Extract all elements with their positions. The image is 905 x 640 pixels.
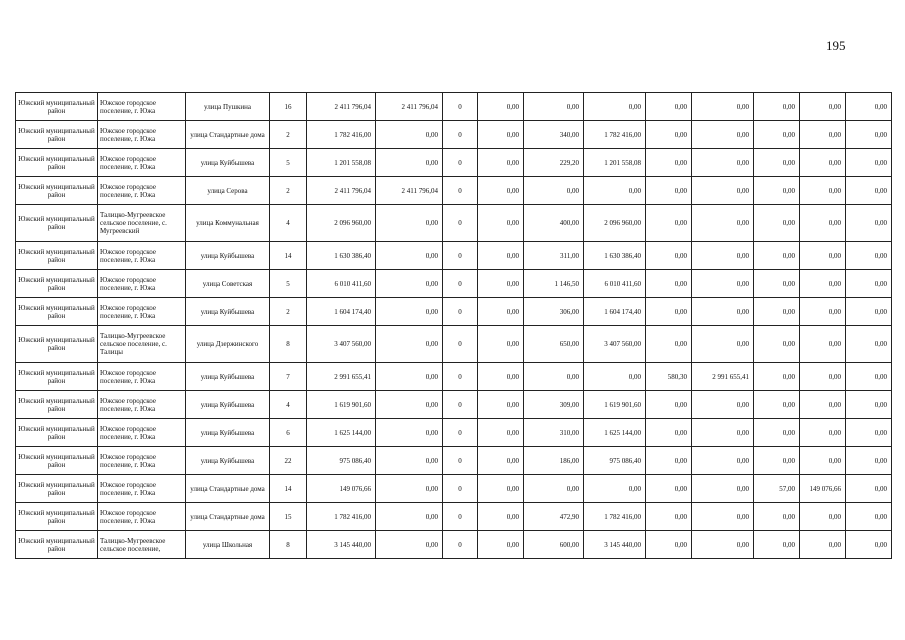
cell-c6: 0,00 <box>646 531 692 559</box>
cell-street: улица Стандартные дома <box>186 475 270 503</box>
cell-c6: 0,00 <box>646 447 692 475</box>
cell-settlement: Южское городское поселение, г. Южа <box>98 149 186 177</box>
cell-district: Южский муниципальный район <box>16 121 98 149</box>
cell-c1: 0,00 <box>376 270 443 298</box>
cell-c4: 311,00 <box>524 242 584 270</box>
cell-c9: 0,00 <box>800 326 846 363</box>
cell-house: 7 <box>270 363 307 391</box>
cell-c9: 0,00 <box>800 93 846 121</box>
cell-c7: 0,00 <box>692 242 754 270</box>
cell-street: улица Советская <box>186 270 270 298</box>
cell-c3: 0,00 <box>478 205 524 242</box>
cell-total: 149 076,66 <box>307 475 376 503</box>
cell-c8: 0,00 <box>754 242 800 270</box>
cell-c3: 0,00 <box>478 363 524 391</box>
cell-street: улица Куйбышева <box>186 363 270 391</box>
cell-settlement: Талицко-Мугреевское сельское поселение, <box>98 531 186 559</box>
cell-c7: 0,00 <box>692 93 754 121</box>
cell-c2: 0 <box>443 475 478 503</box>
cell-c9: 0,00 <box>800 149 846 177</box>
cell-c3: 0,00 <box>478 531 524 559</box>
cell-c9: 0,00 <box>800 121 846 149</box>
cell-c4: 310,00 <box>524 419 584 447</box>
cell-house: 14 <box>270 475 307 503</box>
cell-c2: 0 <box>443 242 478 270</box>
cell-district: Южский муниципальный район <box>16 531 98 559</box>
cell-c1: 0,00 <box>376 475 443 503</box>
cell-c6: 0,00 <box>646 177 692 205</box>
cell-c2: 0 <box>443 270 478 298</box>
cell-house: 5 <box>270 270 307 298</box>
cell-c7: 0,00 <box>692 270 754 298</box>
cell-c1: 0,00 <box>376 298 443 326</box>
table-body <box>16 93 892 559</box>
cell-c8: 0,00 <box>754 391 800 419</box>
cell-total: 6 010 411,60 <box>307 270 376 298</box>
cell-c1: 2 411 796,04 <box>376 93 443 121</box>
cell-total: 2 411 796,04 <box>307 177 376 205</box>
cell-district: Южский муниципальный район <box>16 205 98 242</box>
cell-c2: 0 <box>443 419 478 447</box>
cell-street: улица Куйбышева <box>186 149 270 177</box>
cell-house: 4 <box>270 391 307 419</box>
cell-c1: 0,00 <box>376 391 443 419</box>
cell-c10: 0,00 <box>846 149 892 177</box>
cell-c10: 0,00 <box>846 205 892 242</box>
cell-c1: 0,00 <box>376 531 443 559</box>
cell-c3: 0,00 <box>478 391 524 419</box>
table-row <box>16 149 892 177</box>
cell-c8: 57,00 <box>754 475 800 503</box>
cell-c5: 0,00 <box>584 475 646 503</box>
table-row <box>16 298 892 326</box>
cell-house: 2 <box>270 121 307 149</box>
cell-c6: 0,00 <box>646 326 692 363</box>
cell-c1: 0,00 <box>376 419 443 447</box>
cell-c1: 0,00 <box>376 121 443 149</box>
cell-total: 1 619 901,60 <box>307 391 376 419</box>
cell-c1: 0,00 <box>376 205 443 242</box>
cell-c8: 0,00 <box>754 177 800 205</box>
cell-street: улица Серова <box>186 177 270 205</box>
table-row <box>16 121 892 149</box>
cell-c8: 0,00 <box>754 326 800 363</box>
cell-house: 2 <box>270 298 307 326</box>
table-row <box>16 503 892 531</box>
table-row <box>16 205 892 242</box>
cell-c6: 0,00 <box>646 503 692 531</box>
cell-c7: 0,00 <box>692 177 754 205</box>
cell-c8: 0,00 <box>754 447 800 475</box>
cell-c4: 0,00 <box>524 177 584 205</box>
cell-c8: 0,00 <box>754 205 800 242</box>
cell-district: Южский муниципальный район <box>16 93 98 121</box>
cell-c5: 1 604 174,40 <box>584 298 646 326</box>
cell-c4: 400,00 <box>524 205 584 242</box>
cell-settlement: Южское городское поселение, г. Южа <box>98 391 186 419</box>
table-row <box>16 270 892 298</box>
cell-c4: 0,00 <box>524 93 584 121</box>
cell-settlement: Южское городское поселение, г. Южа <box>98 363 186 391</box>
cell-house: 15 <box>270 503 307 531</box>
cell-street: улица Куйбышева <box>186 447 270 475</box>
cell-c2: 0 <box>443 363 478 391</box>
cell-c5: 1 625 144,00 <box>584 419 646 447</box>
cell-c10: 0,00 <box>846 93 892 121</box>
cell-c4: 600,00 <box>524 531 584 559</box>
cell-total: 2 096 960,00 <box>307 205 376 242</box>
cell-c6: 0,00 <box>646 205 692 242</box>
cell-c10: 0,00 <box>846 242 892 270</box>
cell-c7: 0,00 <box>692 326 754 363</box>
cell-c3: 0,00 <box>478 270 524 298</box>
cell-house: 16 <box>270 93 307 121</box>
cell-c5: 3 407 560,00 <box>584 326 646 363</box>
cell-c5: 1 619 901,60 <box>584 391 646 419</box>
cell-c1: 0,00 <box>376 326 443 363</box>
cell-total: 1 630 386,40 <box>307 242 376 270</box>
table-row <box>16 475 892 503</box>
cell-c7: 0,00 <box>692 531 754 559</box>
cell-c7: 0,00 <box>692 391 754 419</box>
table-row <box>16 419 892 447</box>
cell-c2: 0 <box>443 298 478 326</box>
cell-c5: 6 010 411,60 <box>584 270 646 298</box>
cell-total: 2 991 655,41 <box>307 363 376 391</box>
cell-c7: 0,00 <box>692 149 754 177</box>
cell-district: Южский муниципальный район <box>16 475 98 503</box>
cell-street: улица Куйбышева <box>186 298 270 326</box>
cell-c3: 0,00 <box>478 177 524 205</box>
table-row <box>16 93 892 121</box>
cell-c10: 0,00 <box>846 121 892 149</box>
cell-c2: 0 <box>443 177 478 205</box>
cell-c4: 229,20 <box>524 149 584 177</box>
table-row <box>16 391 892 419</box>
cell-c10: 0,00 <box>846 419 892 447</box>
cell-c4: 309,00 <box>524 391 584 419</box>
cell-c7: 0,00 <box>692 475 754 503</box>
cell-district: Южский муниципальный район <box>16 419 98 447</box>
cell-c10: 0,00 <box>846 177 892 205</box>
cell-c4: 0,00 <box>524 363 584 391</box>
cell-district: Южский муниципальный район <box>16 298 98 326</box>
cell-c9: 0,00 <box>800 363 846 391</box>
cell-district: Южский муниципальный район <box>16 270 98 298</box>
cell-c2: 0 <box>443 121 478 149</box>
cell-street: улица Школьная <box>186 531 270 559</box>
table-row <box>16 363 892 391</box>
cell-settlement: Южское городское поселение, г. Южа <box>98 298 186 326</box>
cell-c2: 0 <box>443 503 478 531</box>
cell-district: Южский муниципальный район <box>16 363 98 391</box>
cell-c10: 0,00 <box>846 447 892 475</box>
cell-settlement: Южское городское поселение, г. Южа <box>98 177 186 205</box>
cell-house: 22 <box>270 447 307 475</box>
cell-c3: 0,00 <box>478 447 524 475</box>
cell-c10: 0,00 <box>846 391 892 419</box>
cell-c5: 975 086,40 <box>584 447 646 475</box>
cell-c5: 1 630 386,40 <box>584 242 646 270</box>
cell-street: улица Куйбышева <box>186 419 270 447</box>
cell-c10: 0,00 <box>846 363 892 391</box>
cell-district: Южский муниципальный район <box>16 242 98 270</box>
cell-c10: 0,00 <box>846 298 892 326</box>
cell-c7: 2 991 655,41 <box>692 363 754 391</box>
table-row <box>16 242 892 270</box>
cell-settlement: Южское городское поселение, г. Южа <box>98 475 186 503</box>
cell-c1: 2 411 796,04 <box>376 177 443 205</box>
cell-district: Южский муниципальный район <box>16 391 98 419</box>
cell-c8: 0,00 <box>754 298 800 326</box>
cell-c1: 0,00 <box>376 242 443 270</box>
cell-settlement: Южское городское поселение, г. Южа <box>98 447 186 475</box>
cell-c4: 650,00 <box>524 326 584 363</box>
cell-c1: 0,00 <box>376 503 443 531</box>
cell-c1: 0,00 <box>376 447 443 475</box>
cell-c9: 0,00 <box>800 270 846 298</box>
cell-c2: 0 <box>443 326 478 363</box>
cell-total: 3 407 560,00 <box>307 326 376 363</box>
cell-c5: 1 201 558,08 <box>584 149 646 177</box>
cell-c8: 0,00 <box>754 270 800 298</box>
cell-c6: 0,00 <box>646 93 692 121</box>
cell-c10: 0,00 <box>846 475 892 503</box>
table-row <box>16 177 892 205</box>
cell-c10: 0,00 <box>846 503 892 531</box>
cell-street: улица Пушкина <box>186 93 270 121</box>
cell-c2: 0 <box>443 447 478 475</box>
cell-c7: 0,00 <box>692 419 754 447</box>
cell-c2: 0 <box>443 205 478 242</box>
cell-c6: 0,00 <box>646 149 692 177</box>
cell-c4: 306,00 <box>524 298 584 326</box>
cell-c8: 0,00 <box>754 419 800 447</box>
cell-c4: 1 146,50 <box>524 270 584 298</box>
cell-street: улица Стандартные дома <box>186 503 270 531</box>
cell-c3: 0,00 <box>478 298 524 326</box>
cell-c2: 0 <box>443 531 478 559</box>
cell-c6: 0,00 <box>646 270 692 298</box>
cell-settlement: Южское городское поселение, г. Южа <box>98 93 186 121</box>
cell-district: Южский муниципальный район <box>16 326 98 363</box>
cell-c8: 0,00 <box>754 149 800 177</box>
cell-c1: 0,00 <box>376 149 443 177</box>
cell-house: 8 <box>270 531 307 559</box>
cell-c9: 0,00 <box>800 391 846 419</box>
cell-c7: 0,00 <box>692 205 754 242</box>
cell-total: 2 411 796,04 <box>307 93 376 121</box>
cell-c4: 186,00 <box>524 447 584 475</box>
cell-settlement: Южское городское поселение, г. Южа <box>98 242 186 270</box>
cell-c6: 0,00 <box>646 242 692 270</box>
cell-house: 2 <box>270 177 307 205</box>
cell-c6: 0,00 <box>646 391 692 419</box>
cell-total: 1 201 558,08 <box>307 149 376 177</box>
cell-c9: 0,00 <box>800 419 846 447</box>
cell-c3: 0,00 <box>478 503 524 531</box>
cell-c9: 0,00 <box>800 242 846 270</box>
cell-c7: 0,00 <box>692 121 754 149</box>
cell-c7: 0,00 <box>692 298 754 326</box>
cell-c6: 580,30 <box>646 363 692 391</box>
cell-c5: 0,00 <box>584 93 646 121</box>
cell-c10: 0,00 <box>846 326 892 363</box>
cell-c3: 0,00 <box>478 149 524 177</box>
cell-settlement: Южское городское поселение, г. Южа <box>98 419 186 447</box>
cell-c2: 0 <box>443 391 478 419</box>
cell-c8: 0,00 <box>754 363 800 391</box>
cell-c7: 0,00 <box>692 447 754 475</box>
cell-c5: 1 782 416,00 <box>584 121 646 149</box>
cell-c9: 149 076,66 <box>800 475 846 503</box>
cell-total: 1 625 144,00 <box>307 419 376 447</box>
cell-house: 5 <box>270 149 307 177</box>
table-row <box>16 326 892 363</box>
cell-district: Южский муниципальный район <box>16 149 98 177</box>
cell-c6: 0,00 <box>646 298 692 326</box>
cell-total: 1 782 416,00 <box>307 121 376 149</box>
cell-street: улица Дзержинского <box>186 326 270 363</box>
cell-c8: 0,00 <box>754 531 800 559</box>
cell-c5: 0,00 <box>584 177 646 205</box>
table-row <box>16 531 892 559</box>
cell-settlement: Южское городское поселение, г. Южа <box>98 503 186 531</box>
cell-c5: 2 096 960,00 <box>584 205 646 242</box>
cell-c9: 0,00 <box>800 531 846 559</box>
cell-street: улица Стандартные дома <box>186 121 270 149</box>
cell-c5: 1 782 416,00 <box>584 503 646 531</box>
table-row <box>16 447 892 475</box>
cell-c3: 0,00 <box>478 475 524 503</box>
cell-c4: 340,00 <box>524 121 584 149</box>
cell-c4: 0,00 <box>524 475 584 503</box>
cell-c9: 0,00 <box>800 447 846 475</box>
cell-c1: 0,00 <box>376 363 443 391</box>
cell-total: 975 086,40 <box>307 447 376 475</box>
cell-c6: 0,00 <box>646 475 692 503</box>
cell-c3: 0,00 <box>478 242 524 270</box>
cell-c3: 0,00 <box>478 419 524 447</box>
cell-c9: 0,00 <box>800 503 846 531</box>
cell-total: 1 604 174,40 <box>307 298 376 326</box>
cell-c9: 0,00 <box>800 205 846 242</box>
cell-c5: 3 145 440,00 <box>584 531 646 559</box>
cell-street: улица Коммунальная <box>186 205 270 242</box>
cell-total: 1 782 416,00 <box>307 503 376 531</box>
cell-c4: 472,90 <box>524 503 584 531</box>
cell-c3: 0,00 <box>478 326 524 363</box>
cell-total: 3 145 440,00 <box>307 531 376 559</box>
cell-c5: 0,00 <box>584 363 646 391</box>
cell-c2: 0 <box>443 93 478 121</box>
cell-street: улица Куйбышева <box>186 391 270 419</box>
cell-c3: 0,00 <box>478 121 524 149</box>
cell-house: 4 <box>270 205 307 242</box>
cell-c8: 0,00 <box>754 503 800 531</box>
cell-house: 6 <box>270 419 307 447</box>
cell-c8: 0,00 <box>754 121 800 149</box>
housing-repair-table <box>15 92 892 559</box>
cell-c10: 0,00 <box>846 270 892 298</box>
cell-c2: 0 <box>443 149 478 177</box>
cell-c9: 0,00 <box>800 298 846 326</box>
cell-c8: 0,00 <box>754 93 800 121</box>
cell-district: Южский муниципальный район <box>16 447 98 475</box>
cell-settlement: Южское городское поселение, г. Южа <box>98 121 186 149</box>
cell-c3: 0,00 <box>478 93 524 121</box>
cell-district: Южский муниципальный район <box>16 503 98 531</box>
cell-c6: 0,00 <box>646 419 692 447</box>
cell-c6: 0,00 <box>646 121 692 149</box>
cell-c10: 0,00 <box>846 531 892 559</box>
cell-c9: 0,00 <box>800 177 846 205</box>
cell-district: Южский муниципальный район <box>16 177 98 205</box>
cell-house: 8 <box>270 326 307 363</box>
page-number: 195 <box>826 38 846 53</box>
cell-settlement: Талицко-Мугреевское сельское поселение, с. Мугреевский <box>98 205 186 242</box>
cell-house: 14 <box>270 242 307 270</box>
cell-c7: 0,00 <box>692 503 754 531</box>
cell-street: улица Куйбышева <box>186 242 270 270</box>
cell-settlement: Южское городское поселение, г. Южа <box>98 270 186 298</box>
cell-settlement: Талицко-Мугреевское сельское поселение, с. Талицы <box>98 326 186 363</box>
